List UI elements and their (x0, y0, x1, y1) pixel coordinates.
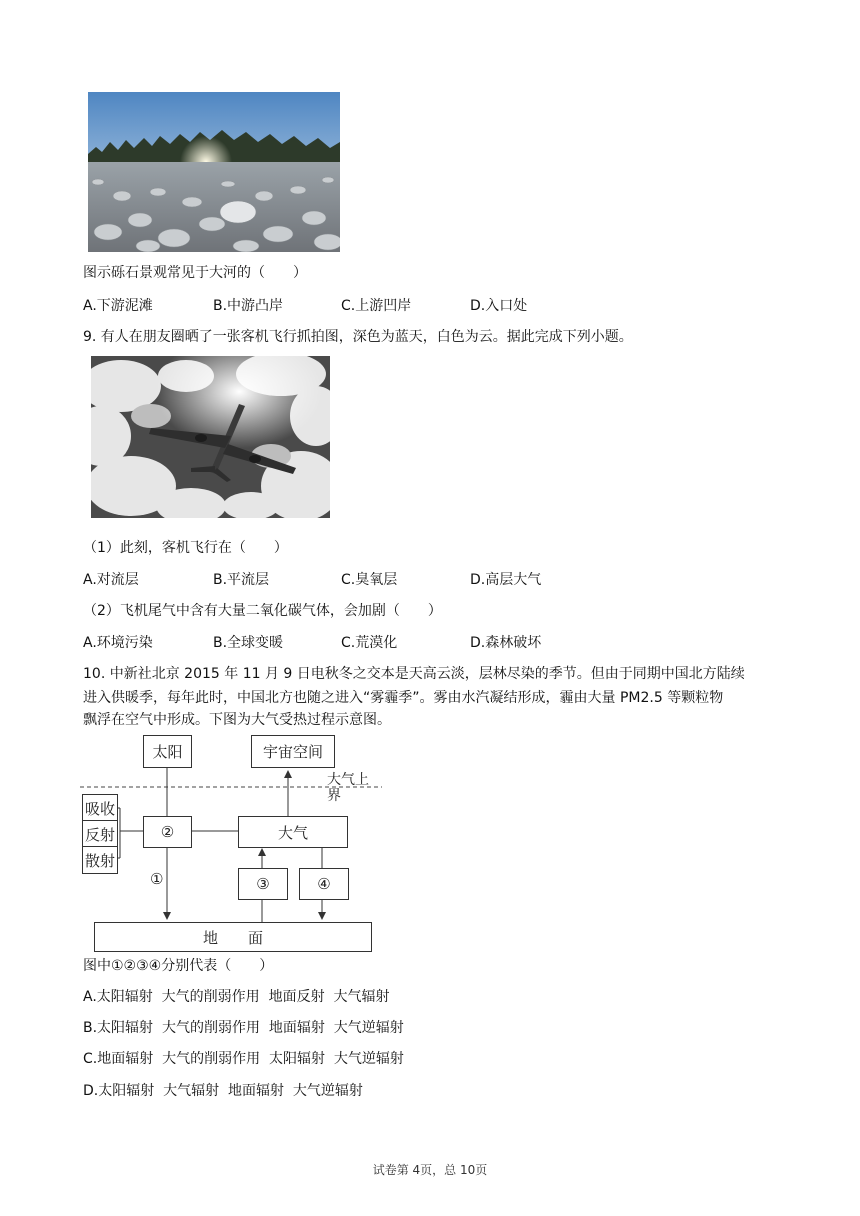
q8-option-d: D.入口处 (470, 298, 528, 314)
q9-sub1-option-c: C.臭氧层 (341, 572, 398, 588)
process-1-label: ① (150, 870, 164, 888)
absorb-box: 吸收 (82, 794, 118, 822)
scatter-box: 散射 (82, 846, 118, 874)
q9-sub1-option-d: D.高层大气 (470, 572, 542, 588)
q9-sub2-option-b: B.全球变暖 (213, 635, 284, 651)
process-2-box: ② (143, 816, 192, 848)
q8-stem: 图示砾石景观常见于大河的（ ） (83, 265, 307, 281)
q9-sub2-option-c: C.荒漠化 (341, 635, 398, 651)
process-4-box: ④ (299, 868, 349, 900)
q8-option-a: A.下游泥滩 (83, 298, 153, 314)
q9-sub2-option-d: D.森林破坏 (470, 635, 542, 651)
q10-intro-line-2: 进入供暖季，每年此时，中国北方也随之进入“雾霾季”。雾由水汽凝结形成，霾由大量 PM2.5 等颗粒物 (83, 690, 724, 706)
atmosphere-top-label: 大气上界 (327, 772, 369, 804)
q9-intro: 9. 有人在朋友圈晒了一张客机飞行抓拍图，深色为蓝天，白色为云。据此完成下列小题。 (83, 329, 633, 345)
ground-box: 地 面 (94, 922, 372, 952)
q10-option-d: D.太阳辐射 大气辐射 地面辐射 大气逆辐射 (83, 1083, 363, 1099)
gravel-riverbed-photo (88, 92, 340, 252)
q10-option-a: A.太阳辐射 大气的削弱作用 地面反射 大气辐射 (83, 989, 390, 1005)
atmosphere-heating-diagram (80, 730, 382, 952)
q8-option-c: C.上游凹岸 (341, 298, 412, 314)
space-box: 宇宙空间 (251, 735, 335, 768)
q10-intro-line-1: 10. 中新社北京 2015 年 11 月 9 日电秋冬之交本是天高云淡，层林尽染的季节。但由于同期中国北方陆续 (83, 666, 745, 682)
q9-sub2-stem: （2）飞机尾气中含有大量二氧化碳气体，会加剧（ ） (83, 603, 442, 619)
q8-option-b: B.中游凸岸 (213, 298, 284, 314)
gravel-riverbed-illustration (88, 92, 340, 252)
q9-sub2-option-a: A.环境污染 (83, 635, 153, 651)
atmosphere-box: 大气 (238, 816, 348, 848)
q9-sub1-option-b: B.平流层 (213, 572, 270, 588)
page-footer: 试卷第 4页，总 10页 (372, 1163, 488, 1177)
reflect-box: 反射 (82, 820, 118, 848)
airplane-clouds-illustration (91, 356, 330, 518)
q10-option-c: C.地面辐射 大气的削弱作用 太阳辐射 大气逆辐射 (83, 1051, 404, 1067)
q9-sub1-option-a: A.对流层 (83, 572, 139, 588)
q10-option-b: B.太阳辐射 大气的削弱作用 地面辐射 大气逆辐射 (83, 1020, 404, 1036)
q10-stem: 图中①②③④分别代表（ ） (83, 958, 274, 974)
q9-sub1-stem: （1）此刻，客机飞行在（ ） (83, 540, 288, 556)
process-3-box: ③ (238, 868, 288, 900)
sun-box: 太阳 (143, 735, 192, 768)
q10-intro-line-3: 飘浮在空气中形成。下图为大气受热过程示意图。 (83, 712, 391, 728)
airplane-clouds-photo (91, 356, 330, 518)
